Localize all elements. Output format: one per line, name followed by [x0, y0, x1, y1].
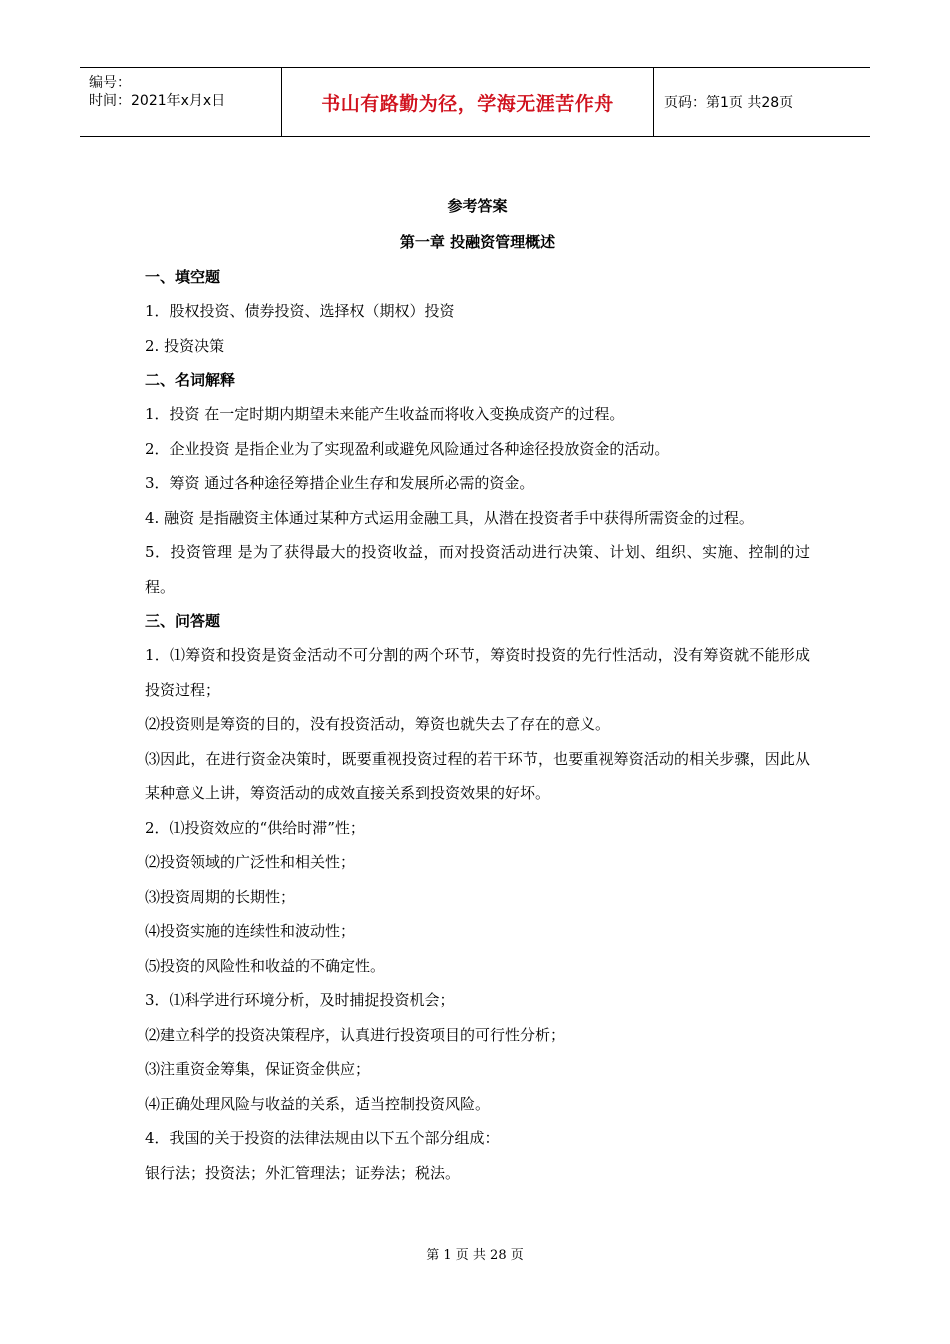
page-footer: 第 1 页 共 28 页: [426, 1248, 524, 1263]
paragraph: ⑷投资实施的连续性和波动性；: [145, 922, 356, 940]
header-table: [80, 67, 870, 137]
paragraph: ⑵投资领域的广泛性和相关性；: [145, 853, 356, 871]
time-label: 时间：2021年x月x日: [89, 93, 226, 109]
paragraph: 1．投资 在一定时期内期望未来能产生收益而将收入变换成资产的过程。: [145, 405, 625, 423]
paragraph: 2．⑴投资效应的“供给时滞”性；: [145, 818, 365, 837]
document-body: [145, 188, 810, 1190]
header-meta: [80, 68, 282, 136]
paragraph: ⑸投资的风险性和收益的不确定性。: [145, 956, 386, 975]
paragraph: 5．投资管理 是为了获得最大的投资收益，而对投资活动进行决策、计划、组织、实施、控制的过程。: [145, 543, 810, 596]
paragraph: 2. 投资决策: [145, 336, 225, 355]
paragraph: 3．筹资 通过各种途径筹措企业生存和发展所必需的资金。: [145, 474, 535, 492]
paragraph: ⑵建立科学的投资决策程序，认真进行投资项目的可行性分析；: [145, 1025, 566, 1044]
header-page-info: 页码：第1页 共28页: [664, 95, 794, 111]
paragraph: 1．⑴筹资和投资是资金活动不可分割的两个环节，筹资时投资的先行性活动，没有筹资就不能形成投资过程；: [145, 646, 810, 699]
paragraph: 4．我国的关于投资的法律法规由以下五个部分组成：: [145, 1129, 500, 1147]
paragraph: ⑷正确处理风险与收益的关系，适当控制投资风险。: [145, 1094, 491, 1113]
paragraph: ⑶注重资金筹集，保证资金供应；: [145, 1060, 371, 1078]
paragraph: ⑶因此，在进行资金决策时，既要重视投资过程的若干环节，也要重视筹资活动的相关步骤，因此从某种意义上讲，筹资活动的成效直接关系到投资效果的好坏。: [145, 749, 810, 802]
paragraph: 1．股权投资、债券投资、选择权（期权）投资: [145, 302, 455, 320]
chapter-title: 第一章 投融资管理概述: [399, 233, 556, 251]
section-heading: 三、问答题: [145, 612, 221, 630]
number-label: 编号：: [89, 75, 131, 91]
paragraph: 银行法；投资法；外汇管理法；证券法；税法。: [145, 1163, 461, 1182]
header-motto: 书山有路勤为径，学海无涯苦作舟: [282, 68, 654, 136]
paragraph: 3．⑴科学进行环境分析，及时捕捉投资机会；: [145, 991, 455, 1009]
paragraph: ⑶投资周期的长期性；: [145, 887, 296, 906]
paragraph: ⑵投资则是筹资的目的，没有投资活动，筹资也就失去了存在的意义。: [145, 715, 611, 733]
section-heading: 一、填空题: [145, 268, 221, 286]
paragraph: 4. 融资 是指融资主体通过某种方式运用金融工具，从潜在投资者手中获得所需资金的过程。: [145, 508, 754, 527]
section-heading: 二、名词解释: [145, 371, 236, 389]
doc-title: 参考答案: [447, 197, 508, 215]
paragraph: 2．企业投资 是指企业为了实现盈利或避免风险通过各种途径投放资金的活动。: [145, 439, 670, 458]
